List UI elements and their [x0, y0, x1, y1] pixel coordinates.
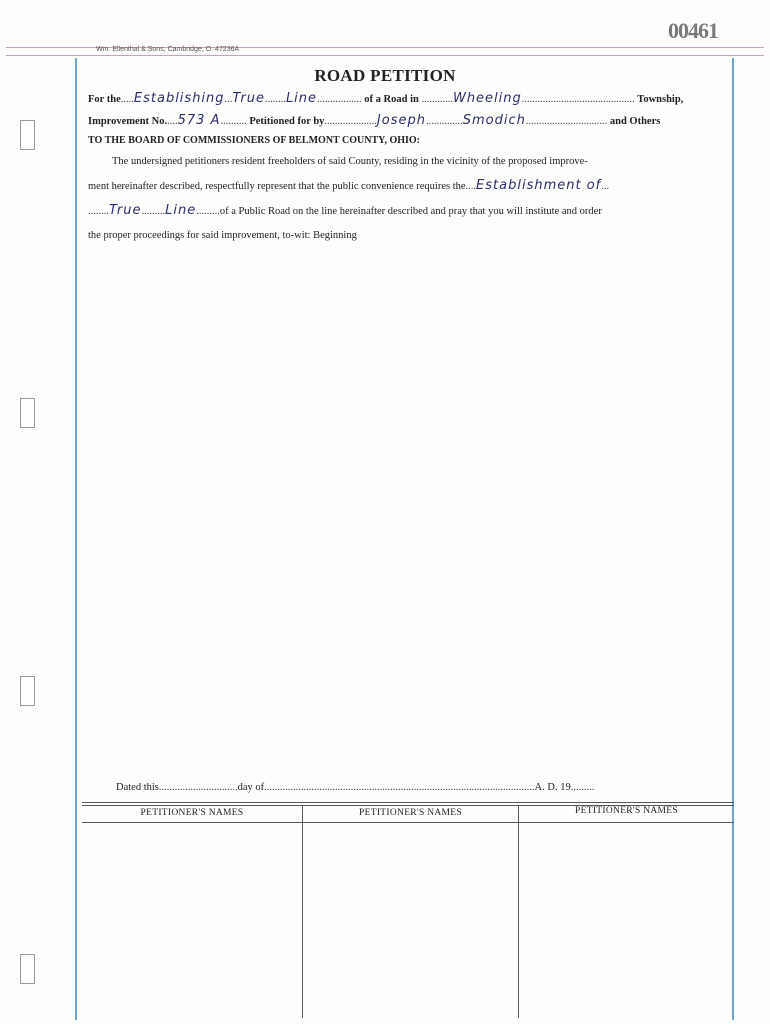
- column-header-2: PETITIONER'S NAMES: [359, 808, 462, 818]
- printer-imprint: Wm. Ellenthal & Sons, Cambridge, O. 47236A: [96, 46, 240, 53]
- body-line-4: the proper proceedings for said improvement, to-wit: Beginning: [88, 230, 357, 241]
- day-of-label: day of: [237, 782, 265, 793]
- file-number-stamp: 00461: [668, 18, 718, 43]
- improvement-number[interactable]: 573 A: [177, 113, 221, 128]
- column-divider-1: [302, 806, 303, 1018]
- dated-this-label: Dated this: [116, 782, 159, 793]
- line-value-a[interactable]: True: [109, 203, 142, 218]
- petitioner-first-name[interactable]: Joseph: [376, 113, 426, 128]
- ad-label: A. D. 19: [534, 782, 571, 793]
- for-the-label: For the: [88, 94, 121, 105]
- binder-hole-3: [20, 676, 35, 706]
- left-margin-line: [75, 58, 77, 1020]
- purpose-line: For the.....Establishing...True........Line................. of a Road in ............Wheeling........................................... Township,: [88, 91, 684, 106]
- petition-body: [88, 150, 728, 248]
- purpose-value-c[interactable]: Line: [285, 91, 318, 106]
- binder-hole-2: [20, 398, 35, 428]
- signature-top-rule: [82, 802, 734, 803]
- purpose-value-b[interactable]: True: [232, 91, 265, 106]
- road-in-label: of a Road in: [364, 94, 419, 105]
- body-line-1: The undersigned petitioners resident freeholders of said County, residing in the vicinity of the proposed improve-: [112, 156, 588, 167]
- dated-line: Dated this..............................day of.......................................................................................................A. D. 19.........: [116, 782, 595, 793]
- binder-hole-4: [20, 954, 35, 984]
- line-value-b[interactable]: Line: [165, 203, 197, 218]
- right-margin-line: [732, 58, 734, 1020]
- improvement-label: Improvement No.: [88, 116, 168, 127]
- and-others-label: and Others: [609, 116, 661, 127]
- column-header-1: PETITIONER'S NAMES: [140, 808, 244, 818]
- body-line-3: ........True.........Line.........of a Public Road on the line hereinafter described and pray that you will institute and order: [88, 203, 602, 218]
- top-rule-lower: [6, 55, 764, 56]
- township-label: Township,: [637, 94, 684, 105]
- column-header-3: PETITIONER'S NAMES: [575, 806, 678, 816]
- improvement-line: Improvement No.....573 A.......... Petitioned for by....................Joseph..............Smodich............................... and Others: [88, 113, 661, 128]
- body-line-2: ment hereinafter described, respectfully represent that the public convenience requires the....Establishment of...: [88, 178, 610, 193]
- binder-hole-1: [20, 120, 35, 150]
- township-value[interactable]: Wheeling: [452, 91, 522, 106]
- requires-value[interactable]: Establishment of: [476, 178, 602, 193]
- petitioner-last-name[interactable]: Smodich: [462, 113, 526, 128]
- column-divider-2: [518, 806, 519, 1018]
- form-title: ROAD PETITION: [314, 66, 456, 85]
- purpose-value-a[interactable]: Establishing: [133, 91, 225, 106]
- signature-header-rule: [82, 822, 734, 823]
- addressee: TO THE BOARD OF COMMISSIONERS OF BELMONT COUNTY, OHIO:: [88, 135, 420, 146]
- petitioned-label: Petitioned for by: [249, 116, 325, 127]
